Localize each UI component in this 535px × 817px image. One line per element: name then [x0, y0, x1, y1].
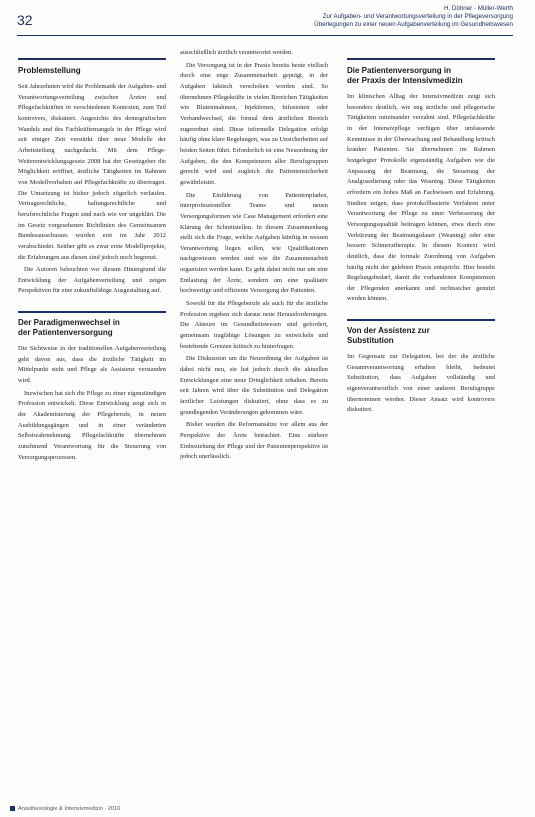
column-1	[18, 58, 166, 465]
body-paragraph: Inzwischen hat sich die Pflege zu einer eigenständigen Profession entwickelt. Diese Entwicklung zeigt sich in der Akademisierung der Pflegeberufe, in neuen Ausbildungsgängen und in einer veränderten Selbstwahrnehmung. Pflegefachkräfte übernehmen zunehmend Verantwortung für die Steuerung von Versorgungsprozessen.	[18, 389, 166, 461]
body-paragraph: Die Einführung von Patientenpfaden, interprofessionellen Teams und neuen Versorgungsformen wie Case Management erfordert eine Klärung der Schnittstellen. In diesem Zusammenhang stellt sich die Frage, welche Aufgaben künftig in wessen Verantwortung liegen sollen, wie Qualifikationen nachgewiesen werden und wie die Zusammenarbeit organisiert werden kann. Es geht dabei nicht nur um eine Entlastung der Ärzte, sondern um eine qualitativ hochwertige und effiziente Versorgung der Patienten.	[180, 191, 328, 295]
header-rule	[17, 35, 513, 36]
section-rule	[18, 311, 166, 313]
column-3	[347, 58, 495, 418]
page-footer	[10, 806, 120, 812]
section-heading-problemstellung: Problemstellung	[18, 66, 81, 75]
section-heading-patientenversorgung	[347, 66, 495, 86]
section-heading-paradigmenwechsel	[18, 318, 166, 338]
body-paragraph: Im Gegensatz zur Delegation, bei der die ärztliche Gesamtverantwortung erhalten bleibt, bedeutet Substitution, dass Aufgaben vollständig und eigenverantwortlich von einer anderen Berufsgruppe übernommen werden. Dieser Ansatz wird kontrovers diskutiert.	[347, 353, 495, 414]
heading-line: Der Paradigmenwechsel in	[18, 318, 120, 328]
section-heading-substitution	[347, 326, 495, 346]
page-number: 32	[17, 12, 33, 28]
running-header-title-2: Überlegungen zu einer neuen Aufgabenverteilung im Gesundheitswesen	[314, 21, 513, 29]
running-header	[193, 5, 513, 30]
body-paragraph: Die Versorgung ist in der Praxis bereits heute vielfach durch eine enge Zusammenarbeit geprägt, in der Aufgaben faktisch verschoben worden sind. So übernehmen Pflegekräfte in vielen Bereichen Tätigkeiten wie Blutentnahmen, Injektionen, Infusionen oder Verbandwechsel, die formal dem ärztlichen Bereich zugeordnet sind. Diese informelle Delegation erfolgt häufig ohne klare Regelungen, was zu Unsicherheiten auf beiden Seiten führt. Erforderlich ist eine Neuordnung der Aufgaben, die den Kompetenzen aller Berufsgruppen gerecht wird und zugleich die Patientensicherheit gewährleistet.	[180, 61, 328, 186]
footer-text: Anästhesiologie & Intensivmedizin · 2016	[18, 806, 121, 812]
column-2	[180, 48, 328, 465]
body-paragraph: Bisher wurden die Reformansätze vor allem aus der Perspektive der Ärzte betrachtet. Eine stärkere Einbeziehung der Pflege und der Patientenperspektive ist jedoch unerlässlich.	[180, 421, 328, 461]
body-paragraph: Sowohl für die Pflegeberufe als auch für die ärztliche Profession ergeben sich daraus neue Herausforderungen. Die Akteure im Gesundheitswesen sind gefordert, gemeinsam tragfähige Lösungen zu entwickeln und bestehende Grenzen kritisch zu hinterfragen.	[180, 300, 328, 350]
section-rule	[18, 58, 166, 60]
body-paragraph: Die Sichtweise in der traditionellen Aufgabenverteilung geht davon aus, dass die ärztliche Tätigkeit im Mittelpunkt steht und Pflege als Assistenz verstanden wird.	[18, 345, 166, 385]
heading-line: Substitution	[347, 336, 394, 346]
body-paragraph: Seit Jahrzehnten wird die Problematik der Aufgaben- und Verantwortungsverteilung zwischen Ärzten und Pflegefachkräften in verschiedenen Kontexten, zum Teil kontrovers, diskutiert. Angesichts des demografischen Wandels und des Fachkräftemangels in der Pflege wird seit einiger Zeit verstärkt über neue Modelle der Arbeitsteilung nachgedacht. Mit dem Pflege-Weiterentwicklungsgesetz 2008 hat der Gesetzgeber die Möglichkeit eröffnet, ärztliche Tätigkeiten im Rahmen von Modellvorhaben auf Pflegefachkräfte zu übertragen. Die Umsetzung ist bisher jedoch zögerlich verlaufen. Vertragsrechtliche, haftungsrechtliche und berufsrechtliche Fragen sind nach wie vor ungeklärt. Die im Gesetz vorgesehenen Richtlinien des Gemeinsamen Bundesausschusses wurden erst im Jahr 2012 verabschiedet. Seither gibt es zwar erste Modellprojekte, die Erfahrungen aus diesen sind jedoch noch begrenzt.	[18, 83, 166, 261]
body-paragraph: Im klinischen Alltag der Intensivmedizin zeigt sich besonders deutlich, wie eng ärztliche und pflegerische Tätigkeiten miteinander verzahnt sind. Pflegefachkräfte in der Intensivpflege verfügen über umfassende Kenntnisse in der Überwachung und Behandlung kritisch kranker Patienten. Sie übernehmen im Rahmen festgelegter Protokolle eigenständig Aufgaben wie die Anpassung der Beatmung, die Steuerung der Analgosedierung oder das Weaning. Diese Tätigkeiten erfordern ein hohes Maß an Fachwissen und Erfahrung. Studien zeigen, dass protokollbasierte Verfahren unter Verantwortung der Pflege zu einer Verbesserung der Versorgungsqualität beitragen können, etwa durch eine Verkürzung der Beatmungsdauer (Weaning) oder eine bessere Schmerztherapie. In diesem Kontext wird deutlich, dass die formale Zuordnung von Aufgaben häufig nicht der gelebten Praxis entspricht. Hier besteht Regelungsbedarf, damit die vorhandenen Kompetenzen der Pflegenden anerkannt und rechtssicher genutzt werden können.	[347, 93, 495, 303]
body-paragraph: Die Diskussion um die Neuordnung der Aufgaben ist dabei nicht neu, sie hat jedoch durch die aktuellen Entwicklungen eine neue Dringlichkeit erhalten. Bereits seit Jahren wird über die Substitution und Delegation ärztlicher Leistungen diskutiert, ohne dass es zu grundlegenden Veränderungen gekommen wäre.	[180, 355, 328, 416]
running-header-title-1: Zur Aufgaben- und Verantwortungsverteilung in der Pflegeversorgung	[322, 13, 513, 21]
footer-square-icon	[10, 806, 15, 811]
heading-line: der Patientenversorgung	[18, 328, 113, 338]
section-rule	[347, 58, 495, 60]
section-rule	[347, 319, 495, 321]
running-header-authors: H. Döhner · Müller-Werth	[444, 5, 513, 12]
body-paragraph: Die Autoren beleuchten vor diesem Hintergrund die Entwicklung der Aufgabenverteilung und zeigen Perspektiven für eine zukunftsfähige Ausgestaltung auf.	[18, 266, 166, 295]
heading-line: Die Patientenversorgung in	[347, 66, 452, 75]
body-paragraph: ausschließlich ärztlich verantwortet werden.	[180, 49, 293, 56]
heading-line: Von der Assistenz zur	[347, 326, 430, 336]
heading-line: der Praxis der Intensivmedizin	[347, 76, 463, 85]
